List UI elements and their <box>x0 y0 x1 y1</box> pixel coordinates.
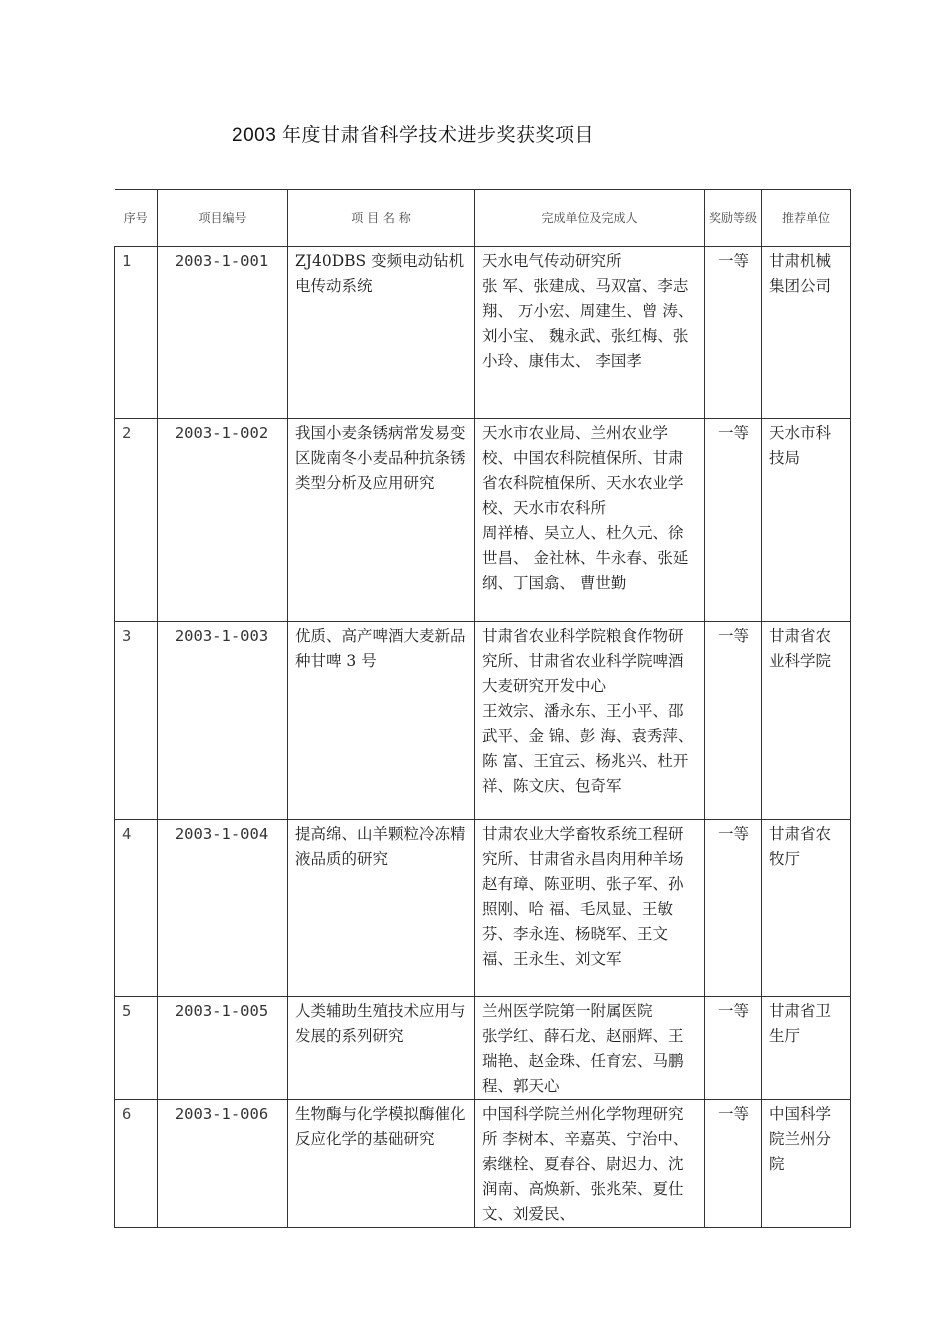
row-units: 天水市农业局、兰州农业学校、中国农科院植保所、甘肃省农科院植保所、天水农业学校、天水市农科所 <box>482 424 684 517</box>
table-row <box>115 820 851 997</box>
row-number: 2003-1-001 <box>158 247 288 419</box>
row-units-cell <box>475 1100 705 1228</box>
row-name: 生物酶与化学模拟酶催化反应化学的基础研究 <box>288 1100 475 1228</box>
page-title: 2003 年度甘肃省科学技术进步奖获奖项目 <box>232 125 595 146</box>
row-units-cell <box>475 622 705 820</box>
row-index: 4 <box>115 820 158 997</box>
header-index: 序号 <box>115 190 158 247</box>
row-units-cell <box>475 997 705 1100</box>
row-number: 2003-1-006 <box>158 1100 288 1228</box>
row-recommender: 甘肃省卫生厅 <box>762 997 851 1100</box>
table-header-row <box>115 190 851 247</box>
row-number: 2003-1-003 <box>158 622 288 820</box>
row-name: 优质、高产啤酒大麦新品种甘啤 3 号 <box>288 622 475 820</box>
row-number: 2003-1-005 <box>158 997 288 1100</box>
row-name: 我国小麦条锈病常发易变区陇南冬小麦品种抗条锈类型分析及应用研究 <box>288 419 475 622</box>
row-units-cell <box>475 419 705 622</box>
row-level: 一等 <box>705 997 762 1100</box>
row-index: 2 <box>115 419 158 622</box>
header-level: 奖励等级 <box>705 190 762 247</box>
row-people: 王效宗、潘永东、王小平、邵武平、金 锦、彭 海、袁秀萍、陈 富、王宜云、杨兆兴、杜开祥、陈文庆、包奇军 <box>482 702 694 795</box>
row-recommender: 中国科学院兰州分院 <box>762 1100 851 1228</box>
row-number: 2003-1-002 <box>158 419 288 622</box>
row-units-cell <box>475 247 705 419</box>
row-units: 甘肃农业大学畜牧系统工程研究所、甘肃省永昌肉用种羊场 赵有璋、陈亚明、张子军、孙照刚、哈 福、毛凤显、王敏芬、李永连、杨晓军、王文福、王永生、刘文军 <box>482 825 684 968</box>
row-units: 天水电气传动研究所 <box>482 252 622 270</box>
row-level: 一等 <box>705 820 762 997</box>
awards-table <box>114 189 851 1228</box>
header-recommender: 推荐单位 <box>762 190 851 247</box>
header-number: 项目编号 <box>158 190 288 247</box>
row-index: 6 <box>115 1100 158 1228</box>
table-row <box>115 622 851 820</box>
row-index: 3 <box>115 622 158 820</box>
row-level: 一等 <box>705 622 762 820</box>
row-recommender: 甘肃机械集团公司 <box>762 247 851 419</box>
row-name: 提高绵、山羊颗粒冷冻精液品质的研究 <box>288 820 475 997</box>
row-units: 甘肃省农业科学院粮食作物研究所、甘肃省农业科学院啤酒大麦研究开发中心 <box>482 627 684 695</box>
row-recommender: 甘肃省农牧厅 <box>762 820 851 997</box>
table-row <box>115 419 851 622</box>
row-level: 一等 <box>705 247 762 419</box>
table-row <box>115 997 851 1100</box>
header-name: 项 目 名 称 <box>288 190 475 247</box>
row-units-cell <box>475 820 705 997</box>
row-units: 兰州医学院第一附属医院 <box>482 1002 653 1020</box>
row-recommender: 天水市科技局 <box>762 419 851 622</box>
row-level: 一等 <box>705 1100 762 1228</box>
row-recommender: 甘肃省农业科学院 <box>762 622 851 820</box>
row-name: 人类辅助生殖技术应用与发展的系列研究 <box>288 997 475 1100</box>
row-people: 张学红、薛石龙、赵丽辉、王瑞艳、赵金珠、任育宏、马鹏程、郭天心 <box>482 1027 684 1095</box>
row-people: 周祥椿、吴立人、杜久元、徐世昌、 金社林、牛永春、张延纲、丁国翕、 曹世勤 <box>482 524 689 592</box>
row-people: 张 军、张建成、马双富、李志翔、 万小宏、周建生、曾 涛、刘小宝、 魏永武、张红梅、张小玲、康伟太、 李国孝 <box>482 277 694 370</box>
row-number: 2003-1-004 <box>158 820 288 997</box>
row-level: 一等 <box>705 419 762 622</box>
table-row <box>115 1100 851 1228</box>
header-units: 完成单位及完成人 <box>475 190 705 247</box>
row-name: ZJ40DBS 变频电动钻机电传动系统 <box>288 247 475 419</box>
row-units: 中国科学院兰州化学物理研究所 李树本、辛嘉英、宁治中、索继栓、夏春谷、尉迟力、沈润南、高焕新、张兆荣、夏仕文、刘爱民、 <box>482 1105 689 1223</box>
row-index: 1 <box>115 247 158 419</box>
row-index: 5 <box>115 997 158 1100</box>
table-row <box>115 247 851 419</box>
